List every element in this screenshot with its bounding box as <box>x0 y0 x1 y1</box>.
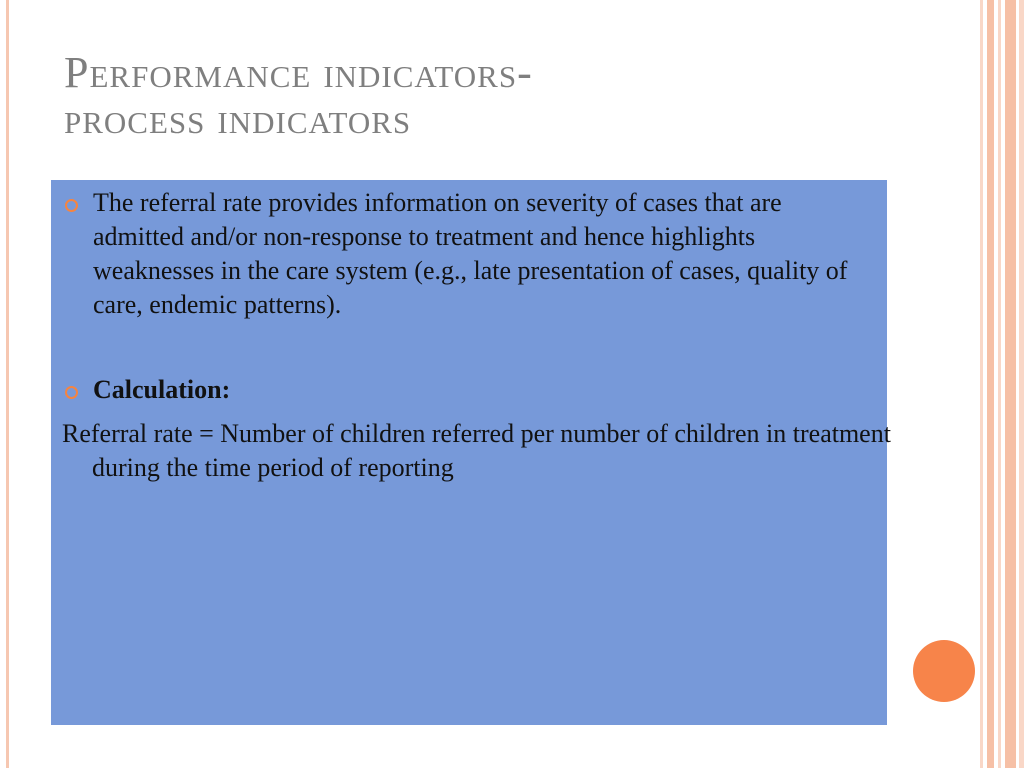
content-box <box>51 180 891 725</box>
stripe <box>987 0 994 768</box>
stripe <box>998 0 1001 768</box>
stripe <box>1005 0 1016 768</box>
circle-bullet-icon <box>65 199 78 212</box>
calculation-heading: Calculation: <box>93 375 231 404</box>
right-decorative-stripes <box>980 0 1024 768</box>
decorative-circle <box>913 640 975 702</box>
stripe <box>1019 0 1024 768</box>
circle-bullet-icon <box>65 386 78 399</box>
bullet-text: The referral rate provides information on severity of cases that are admitted and/or non-response to treatment and hence highlights weaknesses in the care system (e.g., late presentation of cases, quality of care, endemic patterns). <box>93 188 848 319</box>
title-line-2: process indicators <box>64 94 412 143</box>
stripe <box>980 0 983 768</box>
slide-title <box>64 50 944 142</box>
left-decorative-stripe <box>6 0 9 768</box>
title-line-1: Performance indicators- <box>64 48 533 97</box>
formula-text: Referral rate = Number of children referred per number of children in treatment during the time period of reporting <box>62 419 891 482</box>
